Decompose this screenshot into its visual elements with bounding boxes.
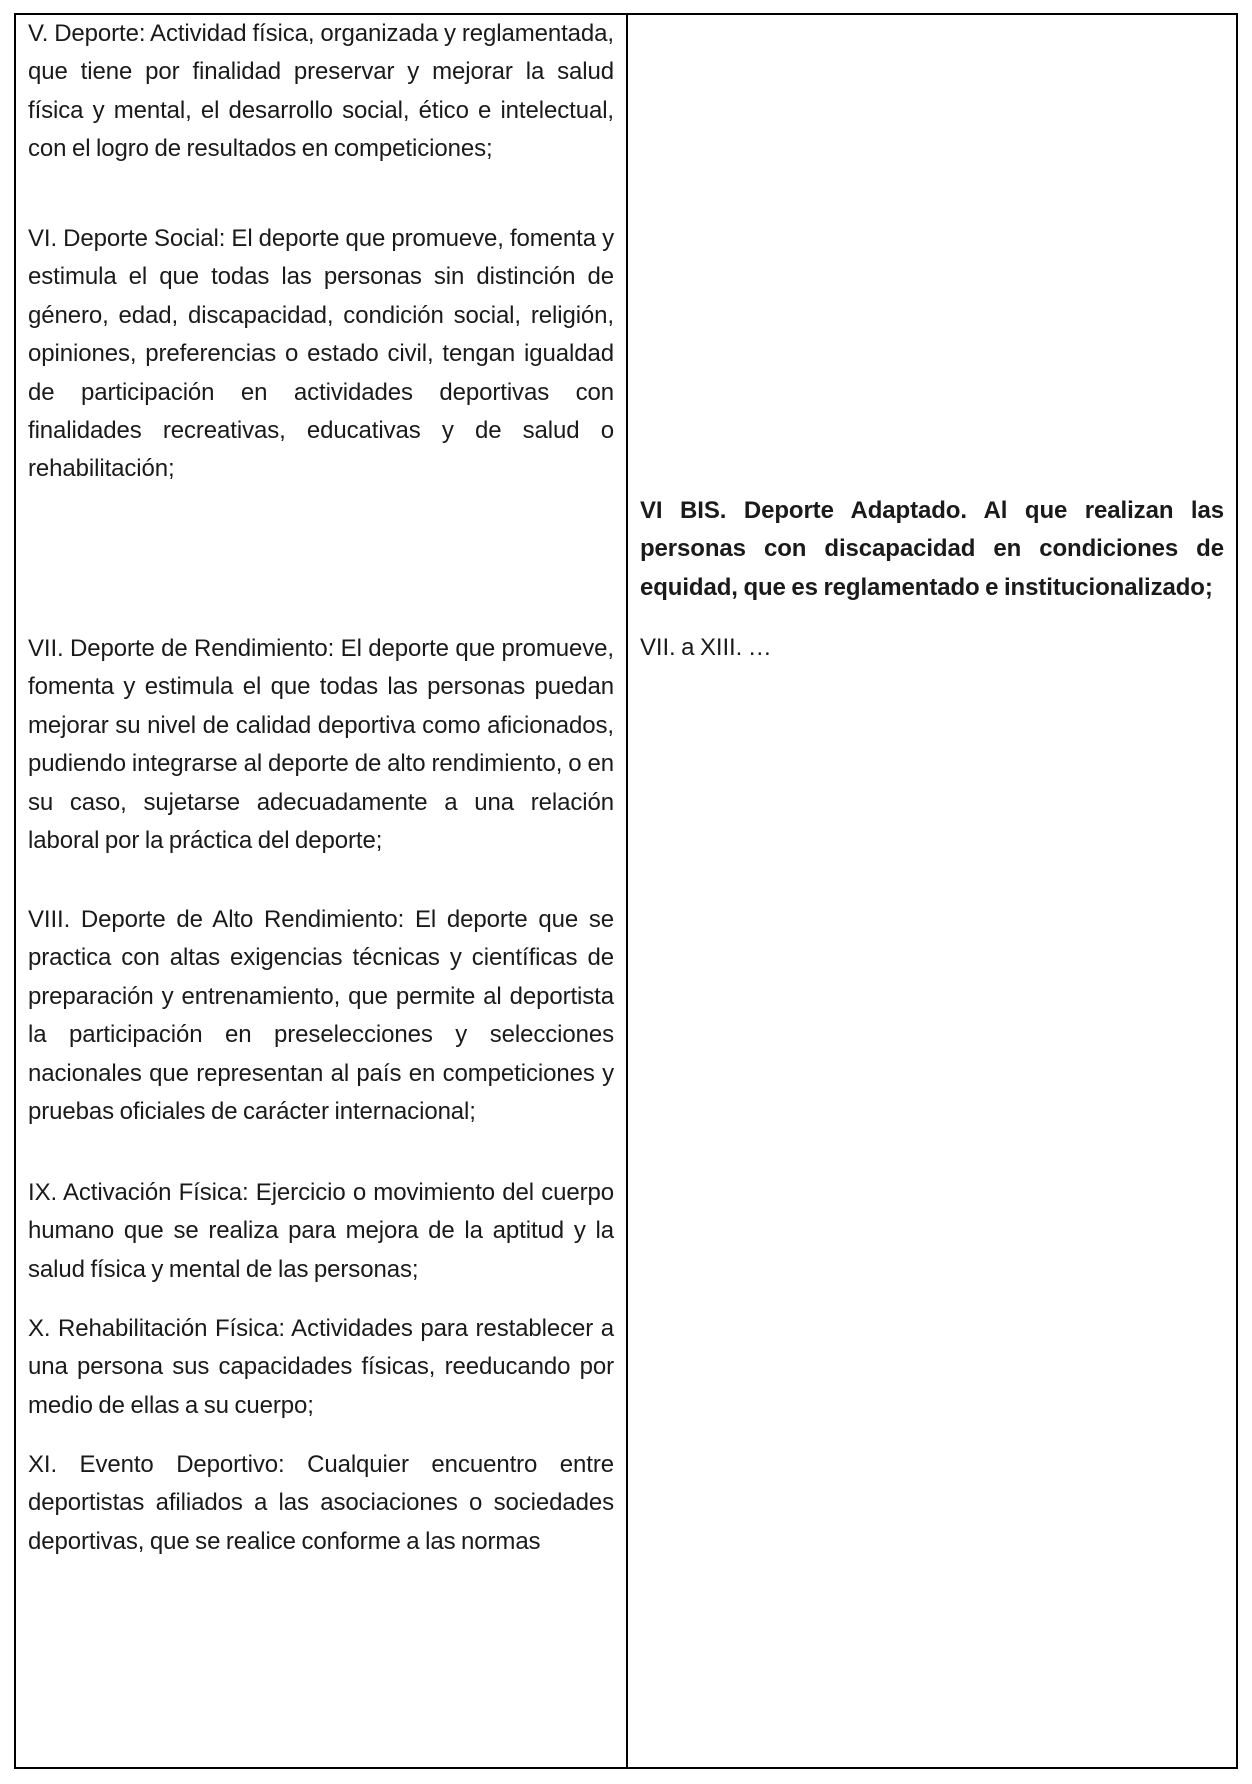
column-divider — [626, 15, 628, 1767]
paragraph-fraction-viii: VIII. Deporte de Alto Rendimiento: El deporte que se practica con altas exigencias técnicas y científicas de preparación y entrenamiento, que permite al deportista la participación en preselecciones y selecciones nacionales que representan al país en competiciones y pruebas oficiales de carácter internacional; — [28, 906, 614, 1126]
paragraph-fraction-xi: XI. Evento Deportivo: Cualquier encuentro entre deportistas afiliados a las asociaciones o sociedades deportivas, que se realice conforme a las normas — [28, 1451, 614, 1555]
paragraph-fraction-vi: VI. Deporte Social: El deporte que promueve, fomenta y estimula el que todas las personas sin distinción de género, edad, discapacidad, condición social, religión, opiniones, preferencias o estado civil, tengan igualdad de participación en actividades deportivas con finalidades recreativas, educativas y de salud o rehabilitación; — [28, 225, 614, 483]
paragraph-fractions-vii-xiii: VII. a XIII. … — [640, 634, 772, 661]
comparison-table — [14, 13, 1238, 1769]
paragraph-fraction-x: X. Rehabilitación Física: Actividades para restablecer a una persona sus capacidades físicas, reeducando por medio de ellas a su cuerpo; — [28, 1315, 614, 1419]
paragraph-fraction-ix: IX. Activación Física: Ejercicio o movimiento del cuerpo humano que se realiza para mejora de la aptitud y la salud física y mental de las personas; — [28, 1179, 614, 1283]
paragraph-fraction-vii: VII. Deporte de Rendimiento: El deporte que promueve, fomenta y estimula el que todas las personas puedan mejorar su nivel de calidad deportiva como aficionados, pudiendo integrarse al deporte de alto rendimiento, o en su caso, sujetarse adecuadamente a una relación laboral por la práctica del deporte; — [28, 635, 614, 855]
paragraph-fraction-vi-bis: VI BIS. Deporte Adaptado. Al que realizan las personas con discapacidad en condiciones de equidad, que es reglamentado e institucionalizado; — [640, 497, 1224, 601]
paragraph-fraction-v: V. Deporte: Actividad física, organizada y reglamentada, que tiene por finalidad preservar y mejorar la salud física y mental, el desarrollo social, ético e intelectual, con el logro de resultados en competiciones; — [28, 20, 614, 163]
